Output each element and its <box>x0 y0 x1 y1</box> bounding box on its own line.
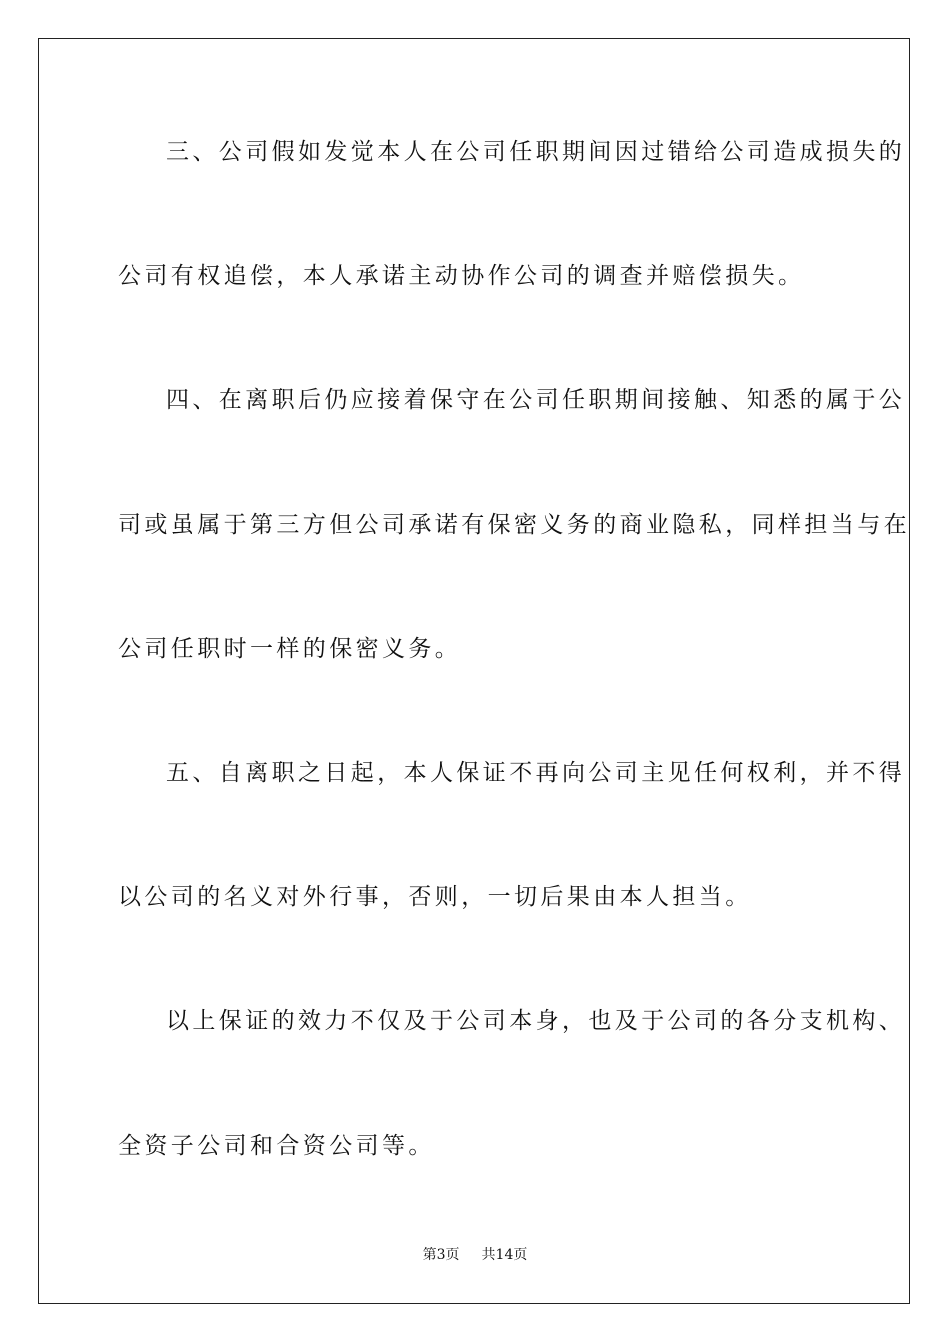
page-total: 共14页 <box>481 1247 528 1263</box>
page-footer <box>0 1246 950 1264</box>
clause-3-line-1: 三、公司假如发觉本人在公司任职期间因过错给公司造成损失的 <box>166 139 906 165</box>
clause-5-line-2: 以公司的名义对外行事，否则，一切后果由本人担当。 <box>118 884 752 910</box>
closing-line-2: 全资子公司和合资公司等。 <box>118 1133 435 1159</box>
clause-4-line-2: 司或虽属于第三方但公司承诺有保密义务的商业隐私，同样担当与在 <box>118 512 910 538</box>
clause-4-line-3: 公司任职时一样的保密义务。 <box>118 636 462 662</box>
clause-5-line-1: 五、自离职之日起，本人保证不再向公司主见任何权利，并不得 <box>166 760 906 786</box>
closing-line-1: 以上保证的效力不仅及于公司本身，也及于公司的各分支机构、 <box>166 1008 906 1034</box>
page-number: 第3页 <box>422 1247 460 1263</box>
clause-4-line-1: 四、在离职后仍应接着保守在公司任职期间接触、知悉的属于公 <box>166 387 906 413</box>
clause-3-line-2: 公司有权追偿，本人承诺主动协作公司的调查并赔偿损失。 <box>118 263 805 289</box>
page-border <box>38 38 910 1304</box>
